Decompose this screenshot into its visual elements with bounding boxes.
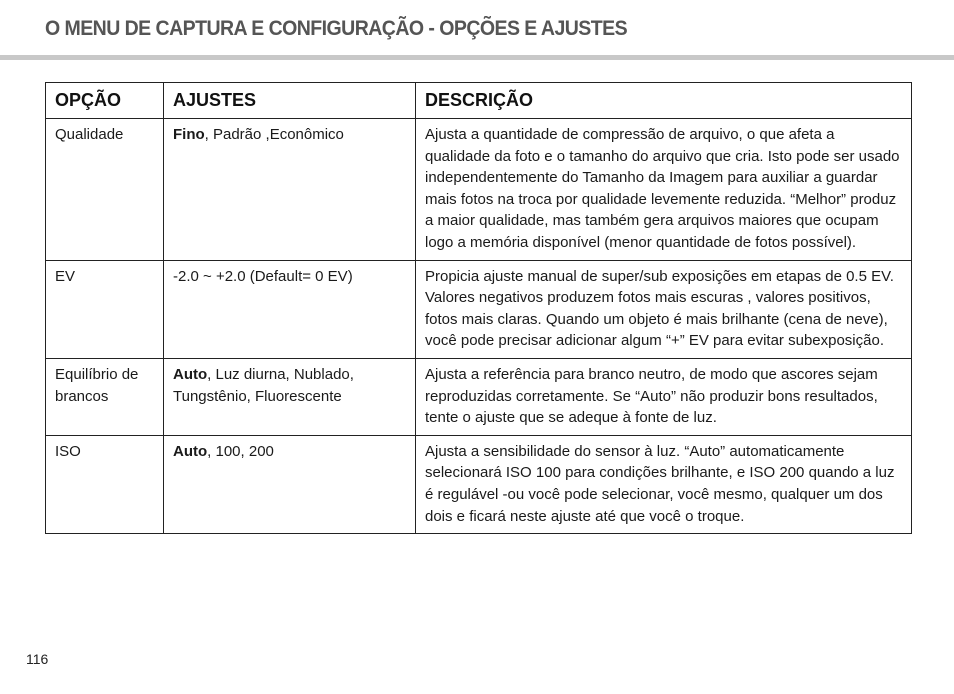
description-cell: Ajusta a referência para branco neutro, de modo que ascores sejam reproduzidas corretamente. Se “Auto” não produzir bons resultados, tente o ajuste que se adeque à fonte de luz.: [416, 358, 912, 435]
title-divider: [0, 55, 954, 60]
page-number: 116: [26, 651, 49, 667]
header-description: DESCRIÇÃO: [416, 83, 912, 119]
default-setting: Auto: [173, 442, 208, 460]
table-row-iso: [46, 435, 912, 533]
settings-cell: [164, 435, 416, 533]
settings-table: [45, 82, 912, 534]
option-cell: EV: [46, 260, 164, 358]
default-setting: Fino: [173, 126, 205, 143]
other-settings: -2.0 ~ +2.0 (Default= 0 EV): [173, 267, 353, 285]
table-row-quality: [46, 119, 912, 261]
settings-cell: [164, 358, 416, 435]
other-settings: , 100, 200: [207, 442, 274, 460]
header-option: OPÇÃO: [46, 83, 164, 119]
table-row-ev: [46, 260, 912, 358]
description-cell: Ajusta a quantidade de compressão de arquivo, o que afeta a qualidade da foto e o tamanho do arquivo que cria. Isto pode ser usado independentemente do Tamanho da Imagem para auxiliar a guardar mais fotos na troca por qualidade levemente reduzida. “Melhor” produz a maior qualidade, mas também gera arquivos maiores que ocupam logo a memória disponível (menor quantidade de fotos possível).: [416, 119, 912, 261]
description-cell: Ajusta a sensibilidade do sensor à luz. “Auto” automaticamente selecionará ISO 100 para condições brilhante, e ISO 200 quando a luz é regulável -ou você pode selecionar, você mesmo, qualquer um dos dois e ficará neste ajuste até que você o troque.: [416, 435, 912, 533]
settings-cell: [164, 260, 416, 358]
table-header-row: [46, 83, 912, 119]
other-settings: , Luz diurna, Nublado, Tungstênio, Fluorescente: [173, 365, 354, 405]
page-title: O MENU DE CAPTURA E CONFIGURAÇÃO - OPÇÕES E AJUSTES: [45, 17, 628, 40]
option-cell: Qualidade: [46, 119, 164, 261]
description-cell: Propicia ajuste manual de super/sub exposições em etapas de 0.5 EV. Valores negativos produzem fotos mais escuras , valores positivos, fotos mais claras. Quando um objeto é mais brilhante (cena de neve), você pode precisar adicionar algum “+” EV para evitar subexposição.: [416, 260, 912, 358]
other-settings: , Padrão ,Econômico: [204, 126, 344, 143]
header-settings: AJUSTES: [164, 83, 416, 119]
settings-cell: [164, 119, 416, 261]
option-cell: ISO: [46, 435, 164, 533]
default-setting: Auto: [173, 365, 208, 383]
option-cell: Equilíbrio de brancos: [46, 358, 164, 435]
table-row-white-balance: [46, 358, 912, 435]
